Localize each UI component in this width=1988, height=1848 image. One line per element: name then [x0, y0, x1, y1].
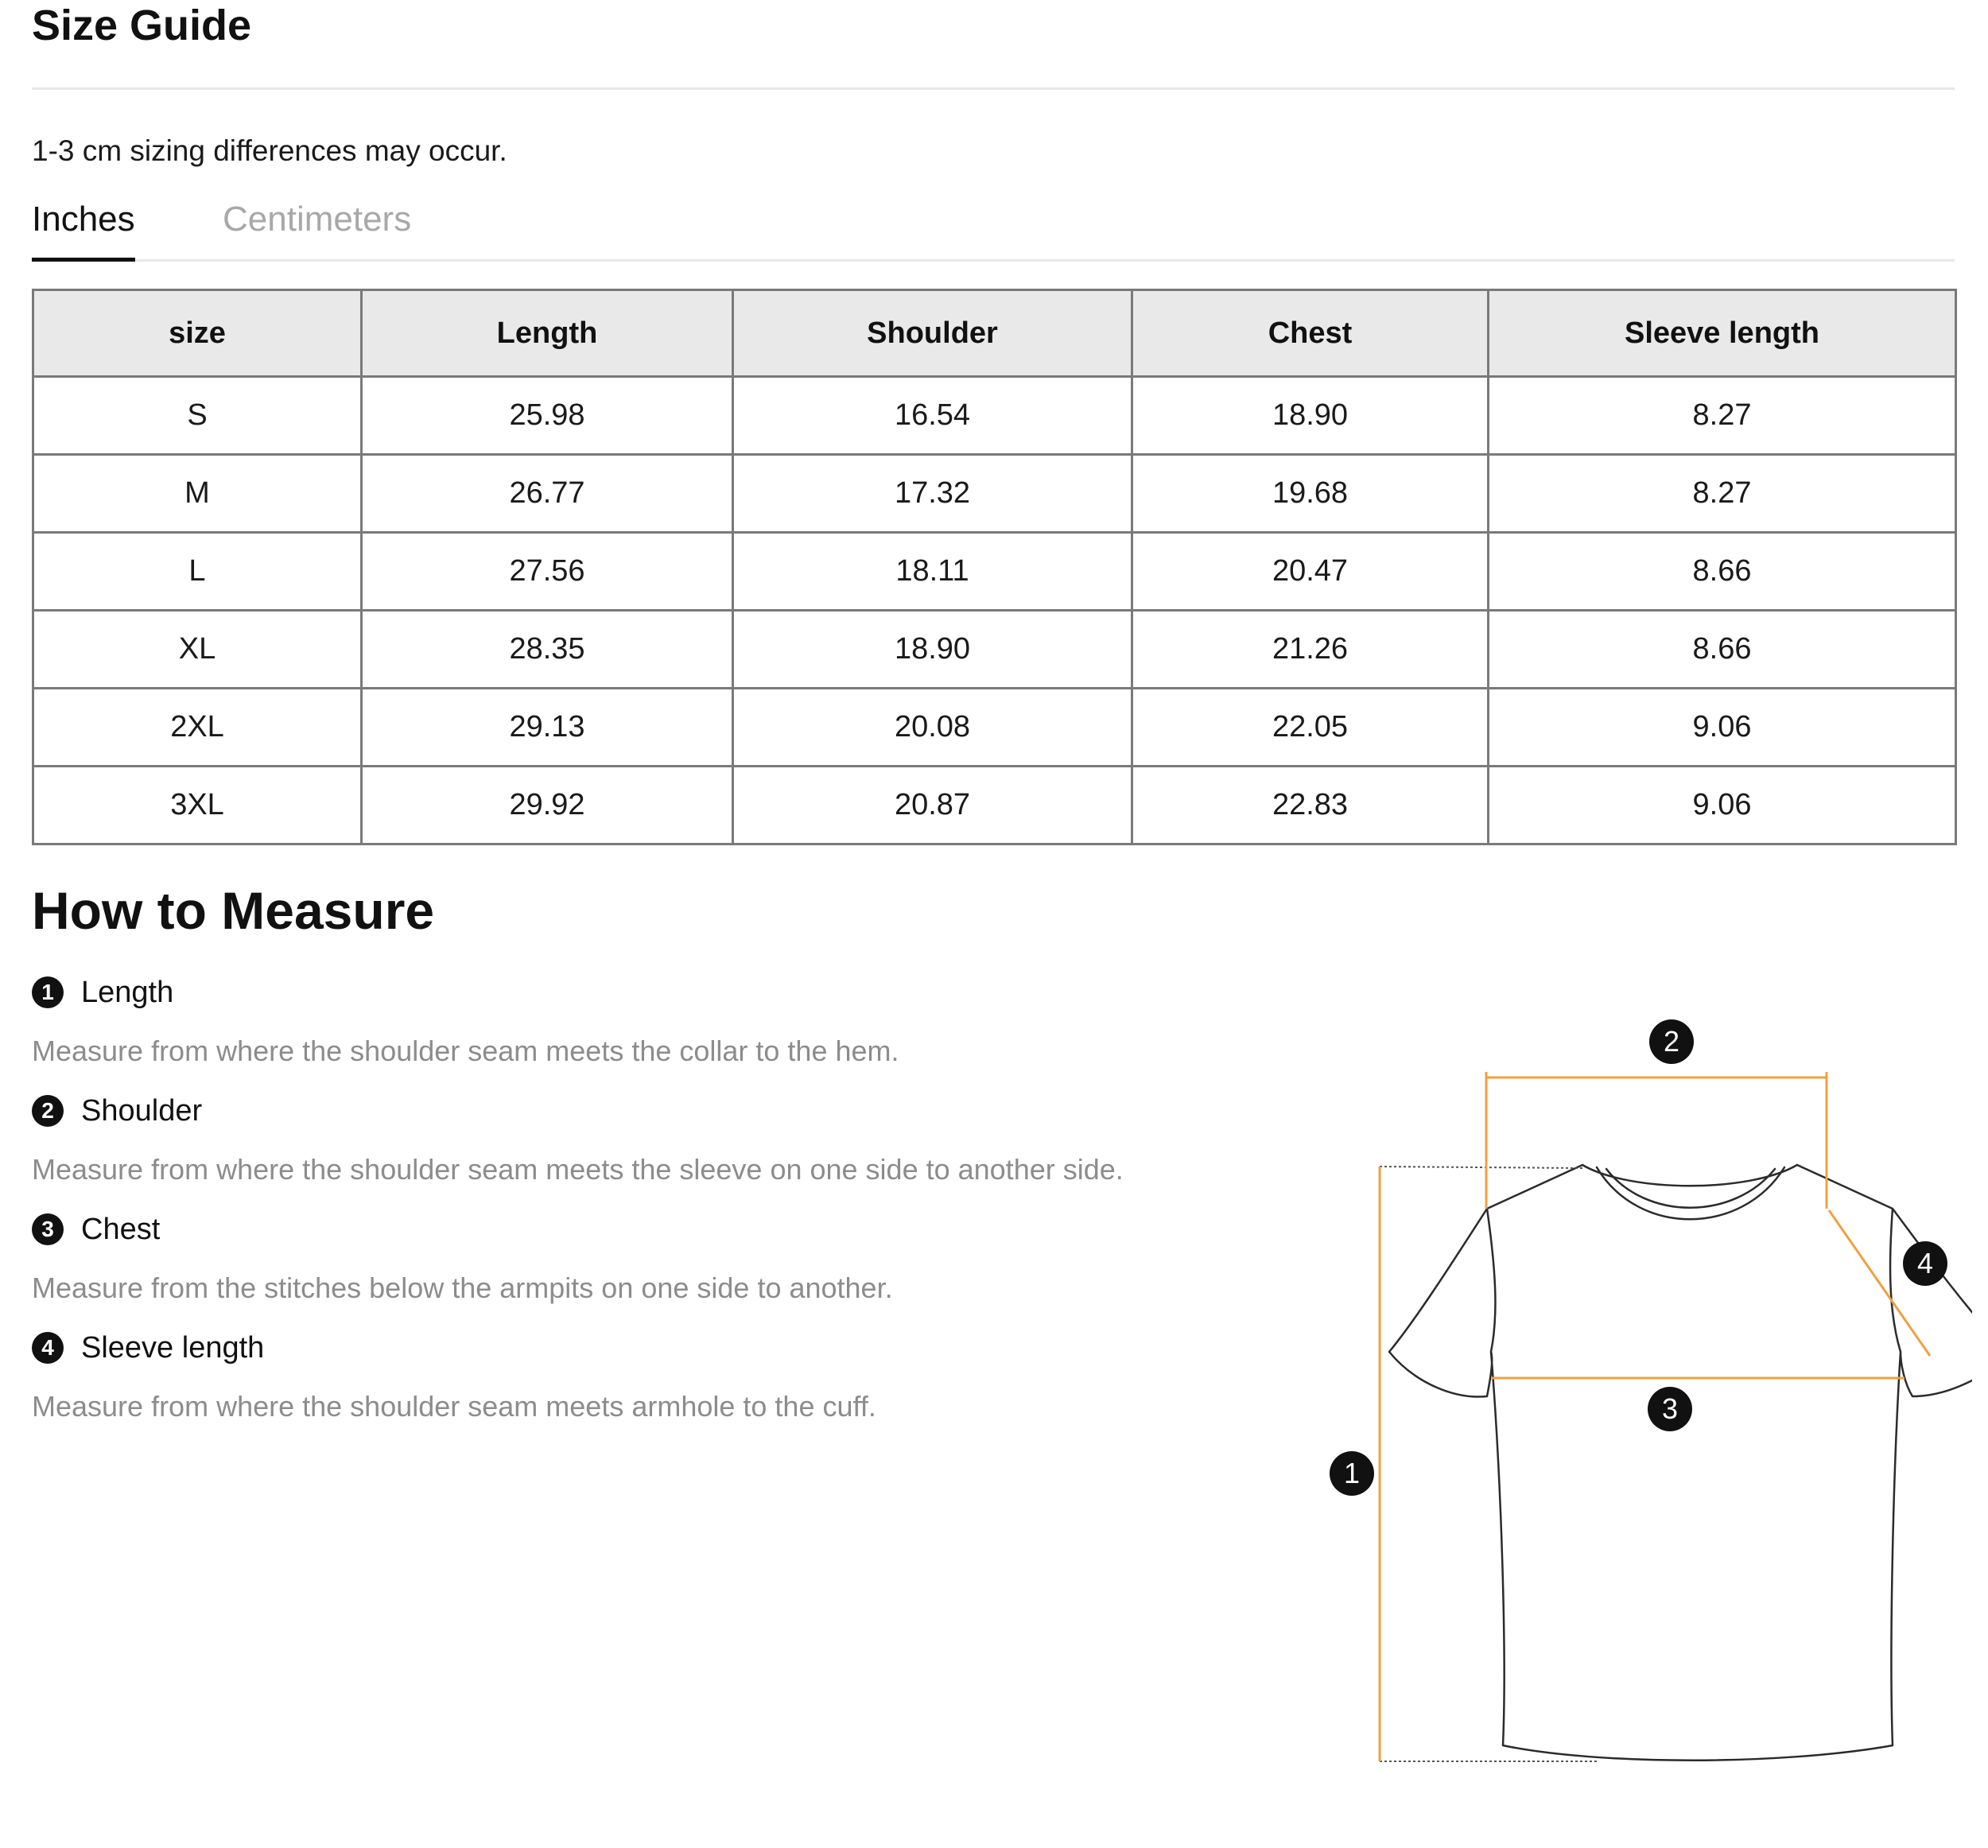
table-cell: 3XL	[33, 767, 362, 844]
step-description: Measure from where the shoulder seam meets the sleeve on one side to another side.	[32, 1153, 1124, 1186]
table-row	[33, 455, 1956, 533]
step-number-badge: 4	[32, 1332, 64, 1364]
table-row	[33, 767, 1956, 844]
table-cell: 9.06	[1489, 767, 1956, 844]
column-header-sleeve-length: Sleeve length	[1489, 290, 1956, 377]
table-cell: 8.66	[1489, 533, 1956, 611]
table-cell: 9.06	[1489, 689, 1956, 767]
table-cell: 20.08	[733, 689, 1132, 767]
tshirt-measurement-diagram	[1320, 1002, 1972, 1781]
table-cell: 19.68	[1132, 455, 1489, 533]
table-cell: 18.90	[733, 611, 1132, 689]
table-cell: 8.27	[1489, 377, 1956, 455]
table-cell: 22.83	[1132, 767, 1489, 844]
guide-lines	[1380, 1167, 1598, 1761]
table-cell: 20.87	[733, 767, 1132, 844]
table-cell: 29.13	[362, 689, 733, 767]
column-header-length: Length	[362, 290, 733, 377]
step-number-badge: 2	[32, 1095, 64, 1127]
column-header-size: size	[33, 290, 362, 377]
table-cell: L	[33, 533, 362, 611]
table-cell: 16.54	[733, 377, 1132, 455]
table-cell: 25.98	[362, 377, 733, 455]
table-cell: 18.90	[1132, 377, 1489, 455]
step-description: Measure from where the shoulder seam meets the collar to the hem.	[32, 1035, 899, 1067]
table-cell: XL	[33, 611, 362, 689]
table-row	[33, 533, 1956, 611]
tab-centimeters[interactable]: Centimeters	[223, 200, 412, 239]
svg-text:4: 4	[1916, 1247, 1934, 1279]
title-divider	[32, 87, 1955, 90]
badge-3-icon	[1648, 1387, 1692, 1431]
table-cell: 2XL	[33, 689, 362, 767]
step-title: Chest	[81, 1212, 161, 1246]
table-cell: 18.11	[733, 533, 1132, 611]
badge-4-icon	[1903, 1241, 1947, 1286]
tab-inches[interactable]: Inches	[32, 191, 135, 259]
table-cell: 8.66	[1489, 611, 1956, 689]
table-cell: 27.56	[362, 533, 733, 611]
svg-text:3: 3	[1661, 1392, 1679, 1425]
column-header-shoulder: Shoulder	[733, 290, 1132, 377]
table-cell: 28.35	[362, 611, 733, 689]
unit-tabs	[32, 191, 1955, 262]
size-table	[32, 289, 1957, 845]
table-header-row	[33, 290, 1956, 377]
table-row	[33, 377, 1956, 455]
step-number-badge: 3	[32, 1213, 64, 1245]
step-title: Shoulder	[81, 1093, 203, 1128]
svg-text:2: 2	[1663, 1025, 1680, 1058]
how-to-measure-heading: How to Measure	[32, 881, 435, 940]
page-title: Size Guide	[32, 2, 252, 49]
step-description: Measure from where the shoulder seam meets armhole to the cuff.	[32, 1390, 876, 1423]
measure-step-sleeve-length	[32, 1324, 1272, 1427]
tshirt-outline-icon	[1389, 1165, 1972, 1761]
measure-step-length	[32, 969, 1272, 1072]
step-title: Sleeve length	[81, 1330, 265, 1365]
svg-text:1: 1	[1343, 1457, 1361, 1489]
table-cell: M	[33, 455, 362, 533]
badge-2-icon	[1649, 1019, 1694, 1064]
table-cell: 29.92	[362, 767, 733, 844]
table-row	[33, 689, 1956, 767]
column-header-chest: Chest	[1132, 290, 1489, 377]
table-cell: S	[33, 377, 362, 455]
table-cell: 26.77	[362, 455, 733, 533]
measure-step-chest	[32, 1205, 1272, 1309]
sizing-note: 1-3 cm sizing differences may occur.	[32, 134, 507, 167]
step-title: Length	[81, 975, 174, 1009]
table-cell: 17.32	[733, 455, 1132, 533]
table-cell: 20.47	[1132, 533, 1489, 611]
table-cell: 22.05	[1132, 689, 1489, 767]
table-cell: 21.26	[1132, 611, 1489, 689]
step-description: Measure from the stitches below the armpits on one side to another.	[32, 1271, 893, 1304]
step-number-badge: 1	[32, 976, 64, 1008]
table-row	[33, 611, 1956, 689]
measure-step-shoulder	[32, 1087, 1272, 1190]
table-cell: 8.27	[1489, 455, 1956, 533]
badge-1-icon	[1330, 1451, 1374, 1496]
